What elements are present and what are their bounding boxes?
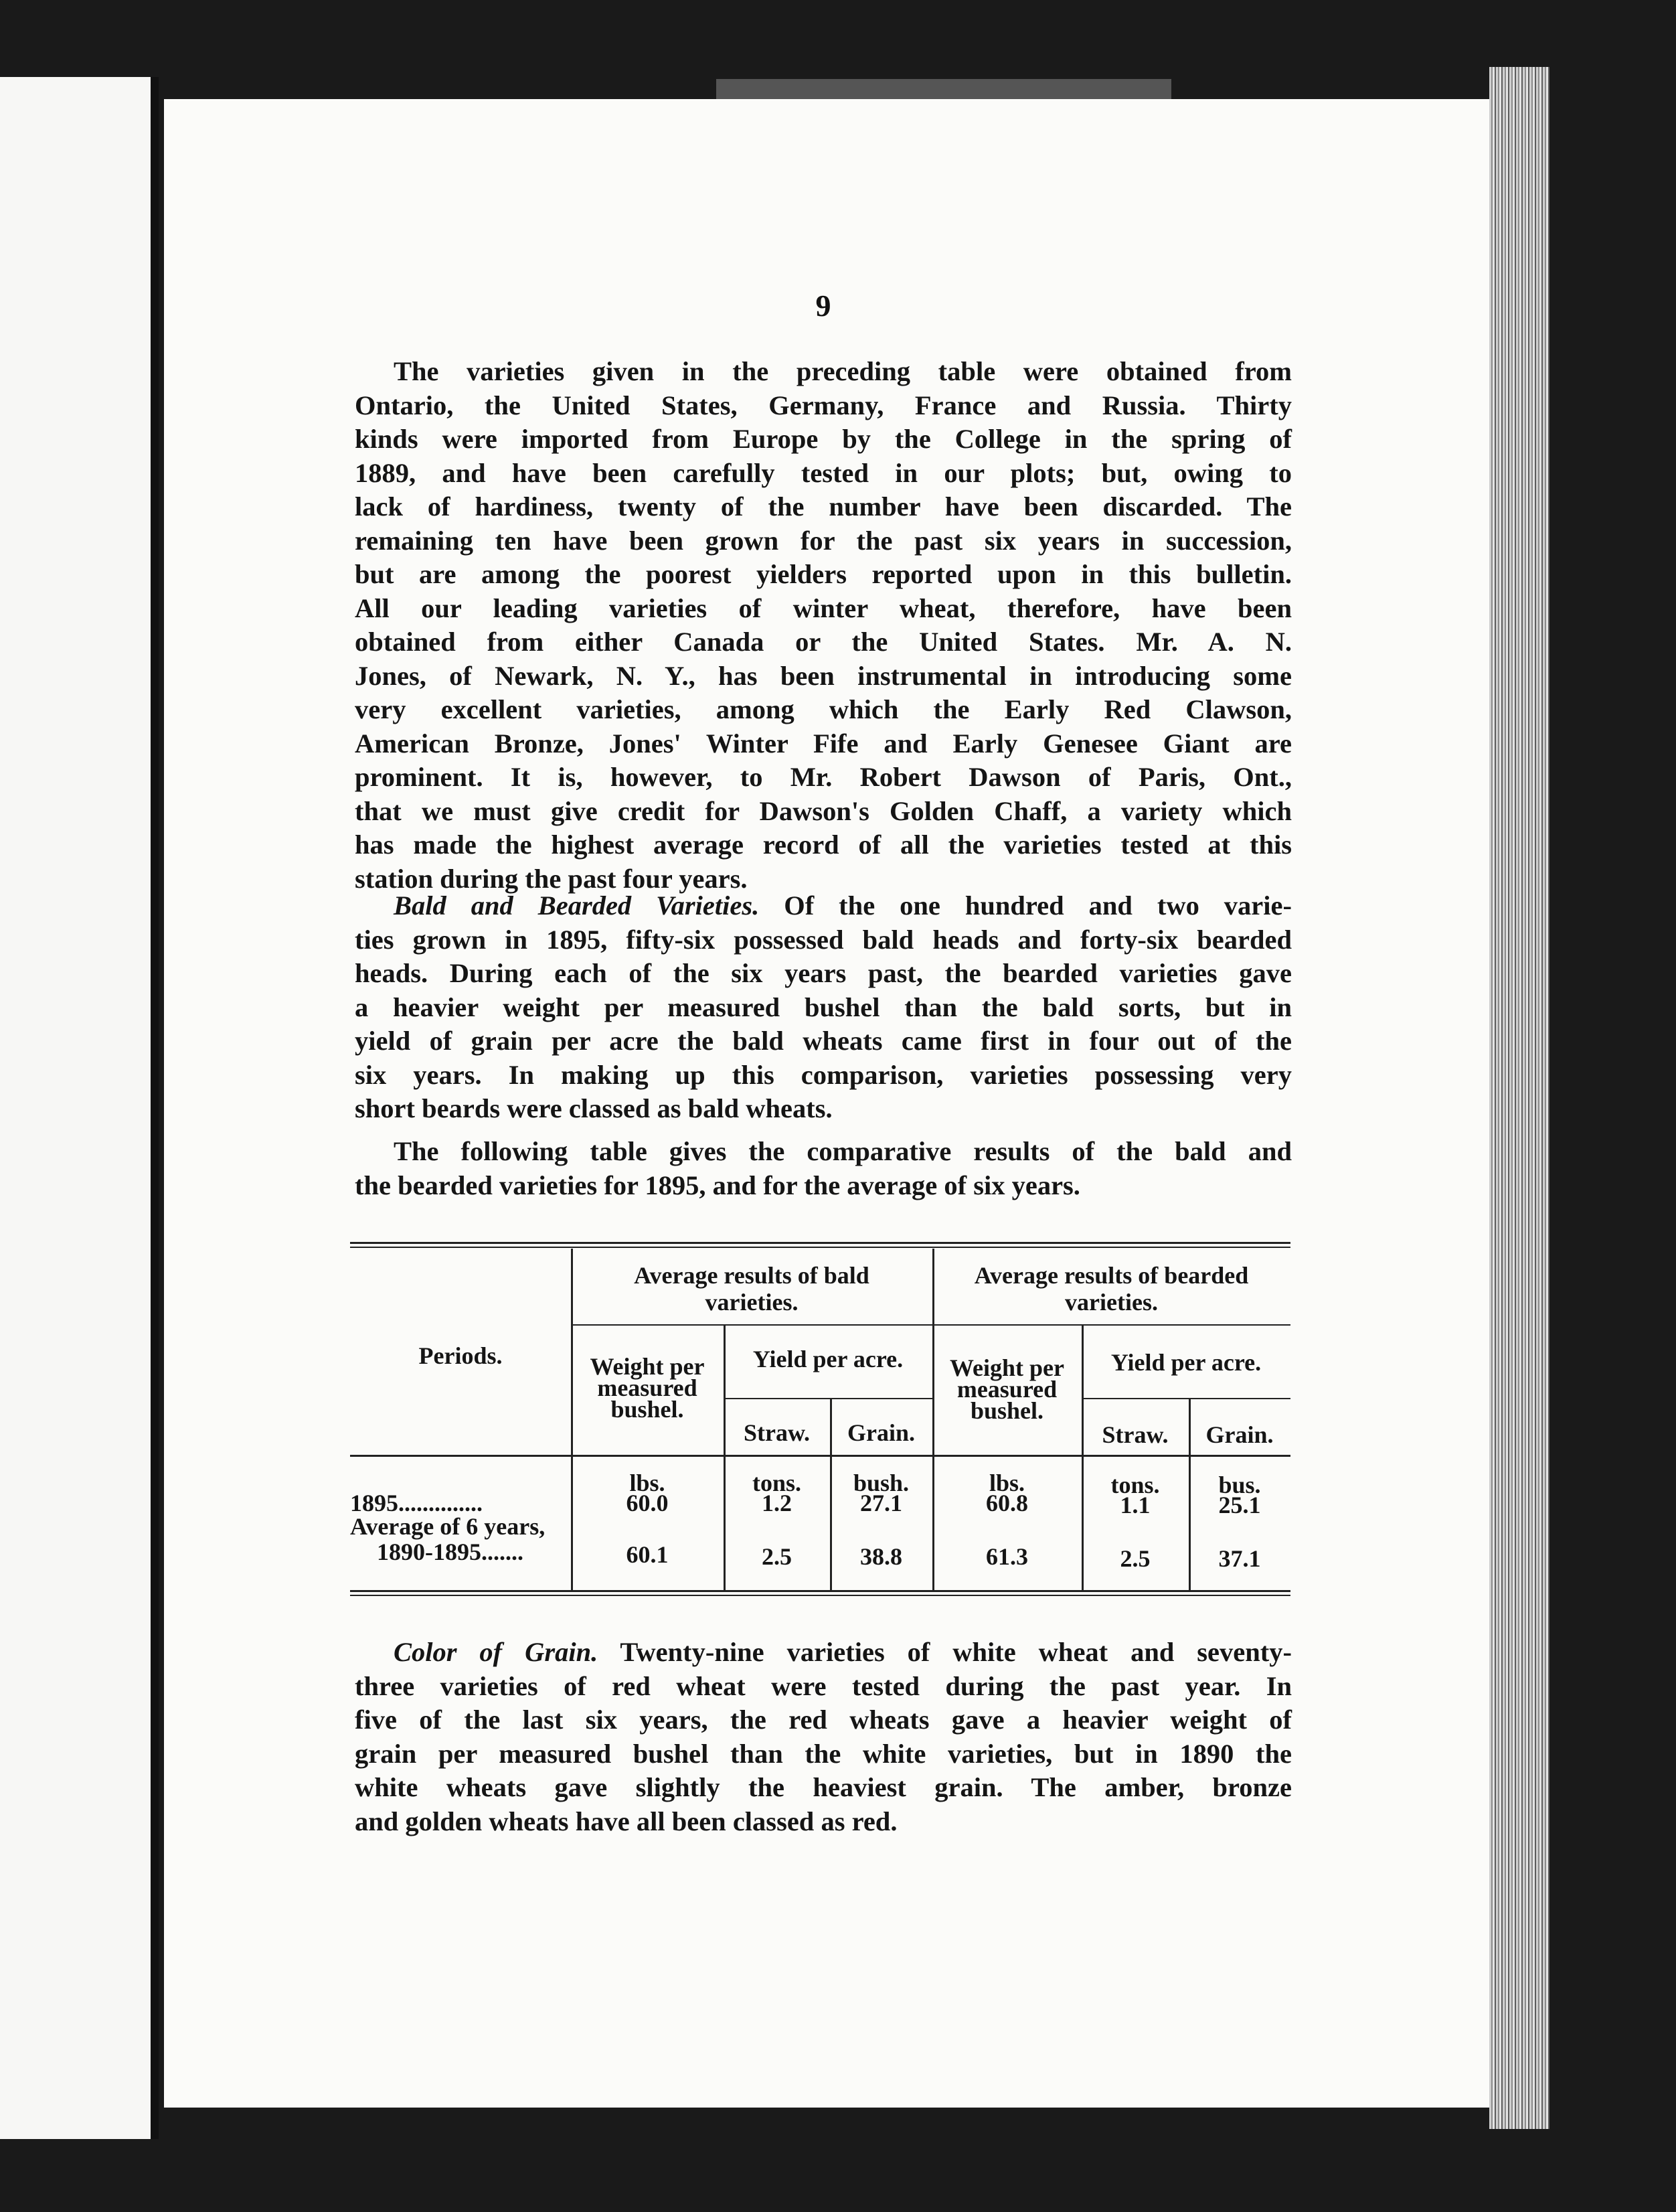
text-line: five of the last six years, the red wheats gave a heavier weight of [355, 1705, 1292, 1735]
table-bottom-rule [350, 1590, 1290, 1592]
unit-cell: lbs. [629, 1470, 665, 1496]
paragraph-varieties-origin [355, 355, 1292, 896]
text-line: remaining ten have been grown for the past six years in succession, [355, 525, 1292, 556]
header-periods: Periods. [418, 1342, 503, 1369]
table-cell: 25.1 [1218, 1492, 1261, 1518]
row-1895-period: 1895.............. [350, 1490, 483, 1516]
unit-cell: lbs. [989, 1470, 1025, 1496]
table-rule [1082, 1398, 1290, 1399]
table-rule [932, 1324, 1290, 1326]
table-header-rule [350, 1455, 1290, 1457]
text-line: The varieties given in the preceding table were obtained from [394, 356, 1292, 386]
book-page-edges [1489, 67, 1549, 2129]
header-bearded-grain: Grain. [1205, 1421, 1274, 1448]
table-cell: 37.1 [1218, 1545, 1261, 1572]
table-cell: 60.8 [986, 1490, 1028, 1516]
text-line: Ontario, the United States, Germany, France and Russia. Thirty [355, 390, 1292, 420]
unit-cell: tons. [1110, 1472, 1160, 1498]
text-line: prominent. It is, however, to Mr. Robert Dawson of Paris, Ont., [355, 762, 1292, 792]
table-top-rule [350, 1242, 1290, 1244]
unit-cell: tons. [752, 1470, 802, 1496]
row-average-period-range: 1890-1895....... [377, 1538, 523, 1565]
table-rule [724, 1398, 932, 1399]
header-bearded-straw: Straw. [1102, 1421, 1169, 1448]
header-bald-yield: Yield per acre. [752, 1346, 904, 1372]
table-cell: 1.1 [1120, 1492, 1151, 1518]
table-cell: 60.0 [626, 1490, 669, 1516]
text-line: that we must give credit for Dawson's Golden Chaff, a variety which [355, 795, 1292, 826]
paragraph-bald-bearded [355, 889, 1292, 1126]
left-page-edge [0, 77, 159, 2139]
text-line: lack of hardiness, twenty of the number have been discarded. The [355, 491, 1292, 522]
text-line: six years. In making up this comparison, varieties possessing very [355, 1059, 1292, 1090]
text-line: and golden wheats have all been classed as red. [355, 1806, 898, 1836]
text-line: grain per measured bushel than the white varieties, but in 1890 the [355, 1738, 1292, 1769]
text-line: has made the highest average record of all the varieties tested at this [355, 830, 1292, 860]
header-bearded: Average results of bearded varieties. [974, 1262, 1249, 1316]
text-line: station during the past four years. [355, 863, 748, 894]
table-cell: 38.8 [860, 1543, 902, 1570]
text-line: obtained from either Canada or the United States. Mr. A. N. [355, 627, 1292, 657]
text-line: three varieties of red wheat were tested during the past year. In [355, 1670, 1292, 1701]
paragraph-heading: Color of Grain. [394, 1637, 598, 1667]
table-cell: 61.3 [986, 1543, 1028, 1570]
text-line: but are among the poorest yielders reported upon in this bulletin. [355, 559, 1292, 589]
header-bald-straw: Straw. [744, 1419, 810, 1446]
unit-cell: bus. [1218, 1472, 1261, 1498]
table-rule [571, 1324, 932, 1326]
header-bearded-yield: Yield per acre. [1110, 1349, 1262, 1376]
table-cell: 2.5 [1120, 1545, 1151, 1572]
text-line: 1889, and have been carefully tested in our plots; but, owing to [355, 457, 1292, 488]
text-line: The following table gives the comparative results of the bald and [394, 1136, 1292, 1166]
page-number: 9 [815, 289, 831, 323]
text-line: yield of grain per acre the bald wheats came first in four out of the [355, 1026, 1292, 1056]
table-top-rule-double [350, 1247, 1290, 1248]
text-line: heads. During each of the six years past, the bearded varieties gave [355, 958, 1292, 988]
text-line: Color of Grain. Twenty-nine varieties of white wheat and seventy- [394, 1637, 1292, 1667]
text-line: Bald and Bearded Varieties. Of the one hundred and two varie- [394, 890, 1292, 921]
text-line: American Bronze, Jones' Winter Fife and Early Genesee Giant are [355, 728, 1292, 759]
text-line: very excellent varieties, among which the Early Red Clawson, [355, 694, 1292, 724]
header-bald: Average results of bald varieties. [634, 1262, 869, 1316]
binding-shadow [716, 79, 1171, 99]
row-average-period: Average of 6 years, [350, 1513, 546, 1540]
paragraph-color-of-grain [355, 1636, 1292, 1838]
text-line: All our leading varieties of winter wheat, therefore, have been [355, 592, 1292, 623]
header-bald-weight: Weight per measured bushel. [590, 1353, 705, 1423]
text-line: Jones, of Newark, N. Y., has been instrumental in introducing some [355, 660, 1292, 691]
text-line: white wheats gave slightly the heaviest grain. The amber, bronze [355, 1772, 1292, 1802]
paragraph-table-intro [355, 1135, 1292, 1202]
table-cell: 1.2 [762, 1490, 792, 1516]
paragraph-heading: Bald and Bearded Varieties. [394, 890, 760, 921]
text-line: short beards were classed as bald wheats. [355, 1093, 833, 1123]
text-line: kinds were imported from Europe by the College in the spring of [355, 424, 1292, 454]
text-line: the bearded varieties for 1895, and for the average of six years. [355, 1170, 1080, 1200]
text-line: a heavier weight per measured bushel than the bald sorts, but in [355, 992, 1292, 1022]
table-cell: 2.5 [762, 1543, 792, 1570]
table-cell: 27.1 [860, 1490, 902, 1516]
table-cell: 60.1 [626, 1541, 669, 1568]
table-bottom-rule-double [350, 1595, 1290, 1596]
unit-cell: bush. [853, 1470, 910, 1496]
header-bald-grain: Grain. [847, 1419, 915, 1446]
text-line: ties grown in 1895, fifty-six possessed bald heads and forty-six bearded [355, 924, 1292, 955]
results-table [350, 1242, 1290, 1597]
header-bearded-weight: Weight per measured bushel. [950, 1354, 1064, 1424]
